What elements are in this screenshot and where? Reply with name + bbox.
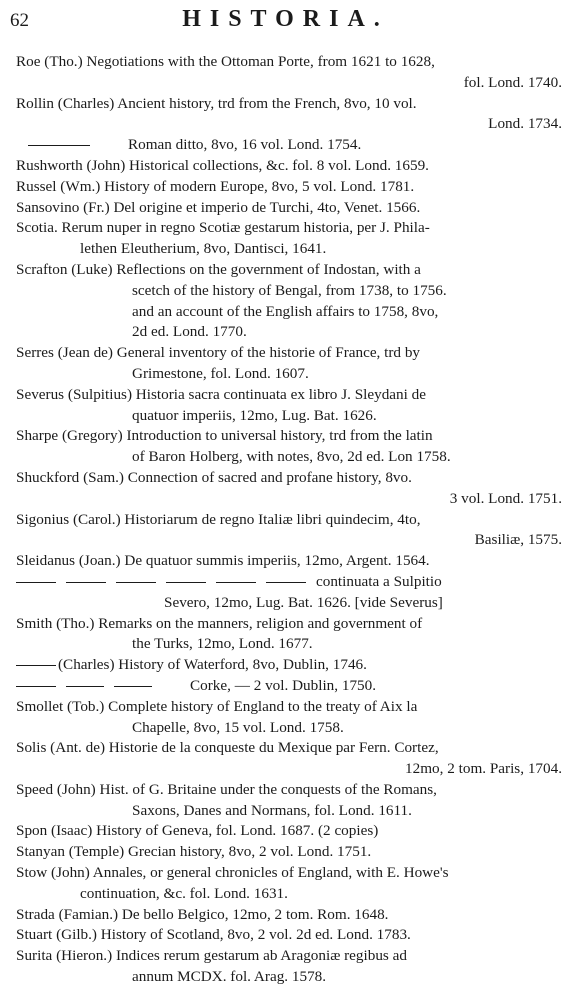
entry-first-line [16,468,562,489]
entry-text: 12mo, 2 tom. Paris, 1704. [405,760,562,778]
entry-continuation-line [16,593,571,614]
entry-text: Rushworth (John) Historical collections, &c. fol. 8 vol. Lond. 1659. [16,156,429,174]
entry-text: Russel (Wm.) History of modern Europe, 8vo, 5 vol. Lond. 1781. [16,177,415,195]
entry-first-line [16,905,562,926]
page-number: 62 [10,10,29,31]
entry-continuation-line [16,676,562,697]
entry-first-line [16,614,562,635]
entry-first-line [16,198,562,219]
entry-text: the Turks, 12mo, Lond. 1677. [132,635,313,653]
entry-text: Surita (Hieron.) Indices rerum gestarum ab Aragoniæ regibus ad [16,947,407,965]
ditto-dash [216,582,256,583]
entry-first-line [16,842,562,863]
entry-first-line [16,385,562,406]
ditto-dash [114,686,152,687]
entry-text: and an account of the English affairs to 1758, 8vo, [132,302,439,320]
entry-first-line [16,156,562,177]
ditto-dashes [28,135,100,156]
ditto-dashes [16,655,58,676]
entry-continuation-line [16,801,571,822]
entry-continuation-line [16,447,571,468]
ditto-dash [28,145,90,146]
entry-text: Sharpe (Gregory) Introduction to universal history, trd from the latin [16,427,433,445]
entry-text: Grimestone, fol. Lond. 1607. [132,364,309,382]
entry-first-line [16,697,562,718]
entry-continuation-line [16,884,571,905]
entry-continuation-line [16,759,568,780]
entry-text: Smith (Tho.) Remarks on the manners, religion and government of [16,614,423,632]
entry-continuation-line [16,718,571,739]
entry-first-line [16,925,562,946]
entry-continuation-line [16,364,571,385]
entry-first-line [16,738,562,759]
entry-text: Strada (Famian.) De bello Belgico, 12mo, 2 tom. Rom. 1648. [16,905,389,923]
entry-text: Sansovino (Fr.) Del origine et imperio de Turchi, 4to, Venet. 1566. [16,198,421,216]
ditto-dash [266,582,306,583]
entry-text: lethen Eleutherium, 8vo, Dantisci, 1641. [80,240,327,258]
entry-text: Stuart (Gilb.) History of Scotland, 8vo, 2 vol. 2d ed. Lond. 1783. [16,926,411,944]
ditto-dash [66,582,106,583]
entry-text: Roman ditto, 8vo, 16 vol. Lond. 1754. [128,136,362,154]
entry-text: Roe (Tho.) Negotiations with the Ottoman Porte, from 1621 to 1628, [16,53,435,70]
entry-continuation-line [16,322,571,343]
entry-text: quatuor imperiis, 12mo, Lug. Bat. 1626. [132,406,377,424]
entry-continuation-line [16,114,568,135]
entry-first-line [16,343,562,364]
entry-text: (Charles) History of Waterford, 8vo, Dublin, 1746. [58,656,367,674]
entry-text: Stanyan (Temple) Grecian history, 8vo, 2 vol. Lond. 1751. [16,843,372,861]
entry-first-line [16,946,562,967]
entry-text: Spon (Isaac) History of Geneva, fol. Lond. 1687. (2 copies) [16,822,379,840]
running-title: HISTORIA. [182,6,389,32]
entry-text: Lond. 1734. [488,115,562,133]
entry-text: Severo, 12mo, Lug. Bat. 1626. [vide Severus] [164,593,443,611]
entry-text: Scrafton (Luke) Reflections on the government of Indostan, with a [16,260,421,278]
entry-text: Sigonius (Carol.) Historiarum de regno Italiæ libri quindecim, 4to, [16,510,421,528]
entry-first-line [16,52,562,73]
entry-continuation-line [16,489,568,510]
entry-first-line [16,510,562,531]
ditto-dash [16,665,56,666]
entry-first-line [16,218,562,239]
entry-text: Smollet (Tob.) Complete history of England to the treaty of Aix la [16,697,418,715]
entry-continuation-line [16,281,571,302]
entry-text: of Baron Holberg, with notes, 8vo, 2d ed. Lon 1758. [132,448,451,466]
entry-text: Serres (Jean de) General inventory of the historie of France, trd by [16,344,421,362]
entry-text: Solis (Ant. de) Historie de la conqueste du Mexique par Fern. Cortez, [16,739,439,757]
entry-text: 2d ed. Lond. 1770. [132,323,247,341]
entry-text: continuation, &c. fol. Lond. 1631. [80,884,288,902]
entry-continuation-line [16,73,568,94]
entry-first-line [16,863,562,884]
entry-text: Severus (Sulpitius) Historia sacra continuata ex libro J. Sleydani de [16,385,426,403]
entry-continuation-line [16,135,571,156]
ditto-dash [166,582,206,583]
entry-first-line [16,260,562,281]
entry-text: continuata a Sulpitio [316,572,442,590]
entry-text: fol. Lond. 1740. [463,73,562,91]
entry-first-line [16,551,562,572]
entry-text: Stow (John) Annales, or general chronicles of England, with E. Howe's [16,864,449,882]
entry-continuation-line [16,239,571,260]
entry-first-line [16,780,562,801]
entry-text: Chapelle, 8vo, 15 vol. Lond. 1758. [132,718,344,736]
entry-continuation-line [16,655,562,676]
ditto-dash [116,582,156,583]
entry-continuation-line [16,302,571,323]
entry-text: Corke, — 2 vol. Dublin, 1750. [190,676,377,694]
entry-first-line [16,94,562,115]
entry-text: 3 vol. Lond. 1751. [449,489,562,507]
ditto-dashes [16,676,162,697]
entry-first-line [16,821,562,842]
ditto-dash [16,686,56,687]
entry-text: scetch of the history of Bengal, from 1738, to 1756. [132,281,447,299]
entry-continuation-line [16,967,571,988]
entry-continuation-line [16,572,562,593]
entry-text: Saxons, Danes and Normans, fol. Lond. 1611. [132,801,412,819]
entry-text: Basiliæ, 1575. [474,531,562,549]
ditto-dash [16,582,56,583]
entry-continuation-line [16,634,571,655]
entry-text: Speed (John) Hist. of G. Britaine under the conquests of the Romans, [16,780,437,798]
entry-list [16,52,562,988]
entry-first-line [16,426,562,447]
entry-text: Shuckford (Sam.) Connection of sacred and profane history, 8vo. [16,468,412,486]
entry-text: Scotia. Rerum nuper in regno Scotiæ gestarum historia, per J. Phila- [16,219,430,237]
ditto-dash [66,686,104,687]
entry-text: Sleidanus (Joan.) De quatuor summis imperiis, 12mo, Argent. 1564. [16,552,430,570]
entry-continuation-line [16,530,568,551]
entry-text: annum MCDX. fol. Arag. 1578. [132,968,327,986]
entry-continuation-line [16,406,571,427]
ditto-dashes [16,572,316,593]
entry-text: Rollin (Charles) Ancient history, trd from the French, 8vo, 10 vol. [16,94,417,112]
entry-first-line [16,177,562,198]
